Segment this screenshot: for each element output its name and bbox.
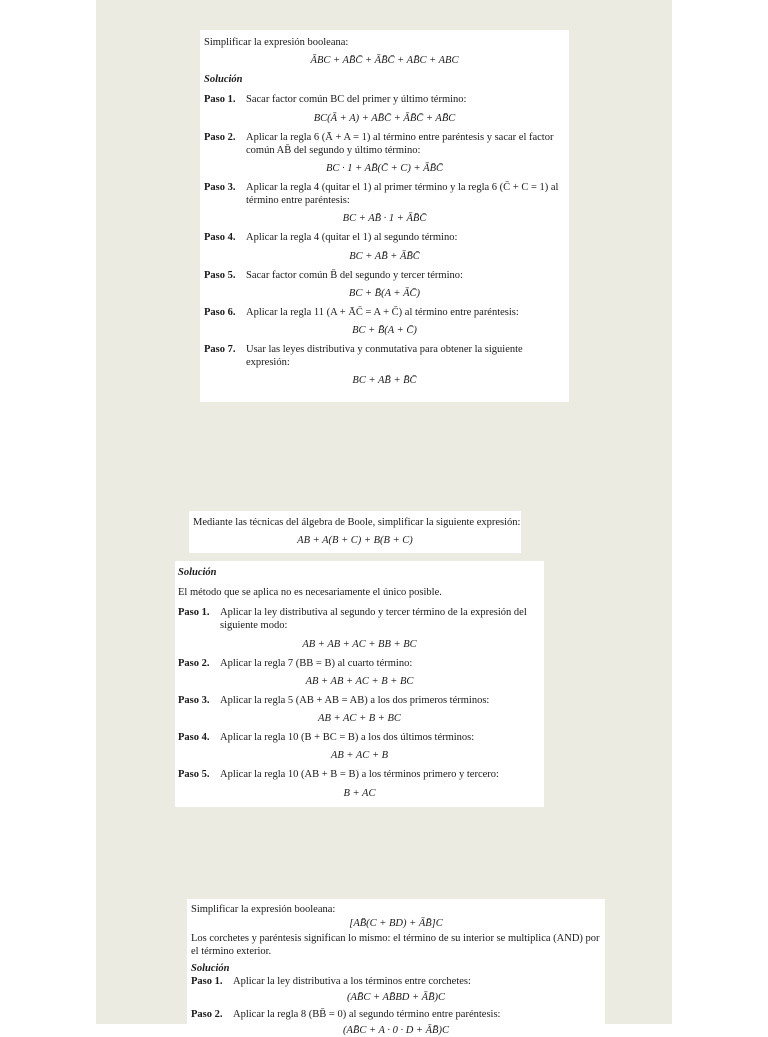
step-formula: AB + AB + AC + BB + BC	[302, 638, 417, 650]
step-label: Paso 1.	[178, 607, 210, 619]
step-text: Aplicar la regla 6 (Ā + A = 1) al término entre paréntesis y sacar el factor común AB̄ del segundo y último término:	[246, 131, 554, 156]
step-formula: BC + B̄(A + ĀC̄)	[348, 287, 421, 299]
step-label: Paso 7.	[204, 344, 236, 356]
step-text: Aplicar la regla 4 (quitar el 1) al segundo término:	[246, 232, 458, 244]
exercise-expression: [AB̄(C + BD) + ĀB̄]C	[349, 918, 443, 930]
exercise-expression: ĀBC + AB̄C̄ + ĀB̄C̄ + AB̄C + ABC	[310, 55, 459, 67]
step-label: Paso 3.	[178, 694, 210, 706]
solution-note: El método que se aplica no es necesariamente el único posible.	[178, 587, 442, 599]
step-text: Aplicar la regla 10 (B + BC = B) a los dos últimos términos:	[220, 732, 475, 744]
step-formula: B + AC	[343, 787, 376, 799]
step-label: Paso 4.	[178, 732, 210, 744]
step-formula: AB + AC + B + BC	[318, 713, 401, 724]
step-label: Paso 2.	[204, 131, 236, 143]
solution-step	[191, 1008, 601, 1021]
exercise-card-1	[200, 30, 569, 402]
exercise-expression: AB + A(B + C) + B(B + C)	[297, 535, 413, 547]
solution-step	[178, 768, 541, 781]
step-formula: BC + AB̄ · 1 + ĀB̄C̄	[342, 213, 427, 225]
step-text: Usar las leyes distributiva y conmutativa para obtener la siguiente expresión:	[246, 344, 523, 369]
step-text: Aplicar la regla 8 (BB̄ = 0) al segundo término entre paréntesis:	[233, 1008, 501, 1020]
step-formula: AB + AB + AC + B + BC	[305, 675, 414, 687]
step-label: Paso 5.	[178, 769, 210, 781]
step-text: Aplicar la regla 11 (A + ĀC̄ = A + C̄) al término entre paréntesis:	[246, 306, 519, 318]
exercise-intro: Simplificar la expresión booleana:	[204, 37, 349, 48]
solution-step	[204, 131, 565, 157]
step-formula: AB + AC + B	[330, 750, 389, 762]
step-label: Paso 1.	[191, 975, 223, 987]
solution-step	[204, 181, 565, 207]
step-formula: (AB̄C + AB̄BD + ĀB̄)C	[347, 991, 445, 1003]
solution-step	[204, 269, 565, 282]
solution-step	[178, 694, 541, 707]
solution-step	[178, 657, 541, 670]
step-formula: BC + AB̄ + ĀB̄C̄	[349, 250, 420, 262]
solution-heading: Solución	[178, 567, 217, 578]
step-formula: (AB̄C + A · 0 · D + ĀB̄)C	[343, 1025, 449, 1036]
step-text: Aplicar la regla 5 (AB + AB = AB) a los dos primeros términos:	[220, 694, 490, 706]
step-label: Paso 2.	[191, 1008, 223, 1020]
exercise-card-2	[189, 511, 521, 553]
step-text: Aplicar la ley distributiva al segundo y tercer término de la expresión del siguiente modo:	[220, 607, 527, 632]
exercise-intro: Simplificar la expresión booleana:	[191, 904, 336, 915]
step-formula: BC + B̄(A + C̄)	[352, 325, 417, 336]
step-label: Paso 5.	[204, 269, 236, 281]
step-label: Paso 4.	[204, 232, 236, 244]
solution-step	[178, 731, 541, 744]
step-formula: BC(Ā + A) + AB̄C̄ + ĀB̄C̄ + AB̄C	[313, 112, 456, 124]
solution-step	[191, 975, 601, 988]
step-text: Aplicar la regla 7 (BB = B) al cuarto término:	[220, 657, 413, 669]
step-label: Paso 2.	[178, 657, 210, 669]
step-text: Aplicar la regla 10 (AB + B = B) a los términos primero y tercero:	[220, 769, 499, 781]
exercise-intro: Mediante las técnicas del álgebra de Boole, simplificar la siguiente expresión:	[193, 517, 521, 528]
step-text: Sacar factor común BC del primer y último término:	[246, 94, 467, 106]
step-text: Sacar factor común B̄ del segundo y tercer término:	[246, 269, 463, 281]
exercise-card-3	[187, 899, 605, 1036]
solution-step	[204, 343, 565, 369]
step-label: Paso 3.	[204, 182, 236, 193]
solution-heading: Solución	[191, 962, 230, 974]
solution-step	[204, 93, 565, 106]
exercise-note: Los corchetes y paréntesis significan lo mismo: el término de su interior se multiplica (AND) por el término exterior.	[191, 933, 600, 958]
step-label: Paso 6.	[204, 306, 236, 318]
step-label: Paso 1.	[204, 94, 236, 106]
solution-step	[178, 606, 541, 632]
step-text: Aplicar la regla 4 (quitar el 1) al primer término y la regla 6 (C̄ + C = 1) al término entre paréntesis:	[246, 182, 559, 207]
solution-card-2	[175, 561, 544, 807]
solution-step	[204, 306, 565, 319]
solution-heading: Solución	[204, 74, 243, 86]
step-formula: BC · 1 + AB̄(C̄ + C) + ĀB̄C̄	[325, 162, 444, 174]
solution-step	[204, 231, 565, 244]
step-formula: BC + AB̄ + B̄C̄	[352, 375, 417, 387]
step-text: Aplicar la ley distributiva a los términos entre corchetes:	[233, 975, 471, 987]
